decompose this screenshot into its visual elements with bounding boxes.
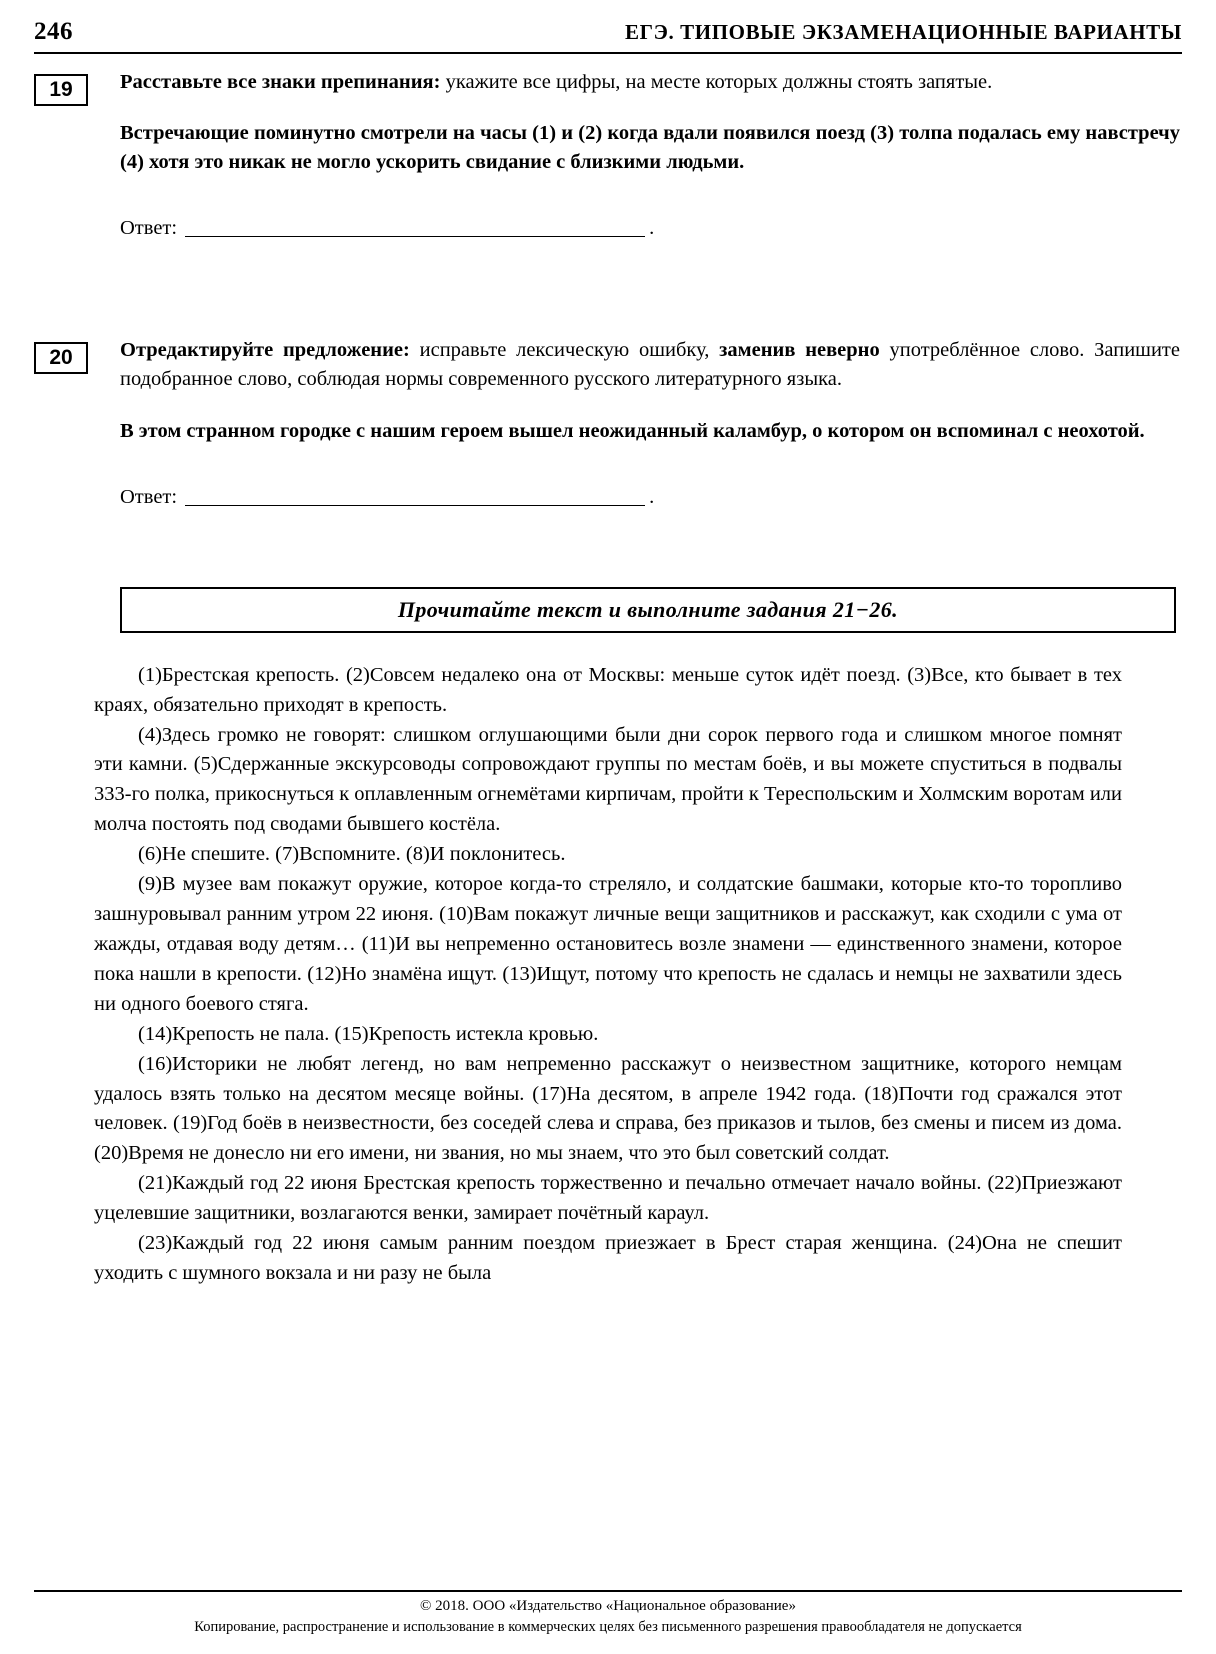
read-instruction-text: Прочитайте текст и выполните задания 21−26. <box>397 596 899 622</box>
task-19-answer-dot: . <box>649 217 655 240</box>
task-20-answer-dot: . <box>649 485 655 508</box>
task-19-answer-label: Ответ: <box>120 217 178 240</box>
passage-paragraph: (1)Брестская крепость. (2)Совсем недалеко она от Москвы: меньше суток идёт поезд. (3)Все, кто бывает в тех краях, обязательно приходят в крепость. <box>94 663 1122 716</box>
header-divider <box>34 52 1182 54</box>
task-20 <box>34 336 1182 508</box>
header-title: ЕГЭ. ТИПОВЫЕ ЭКЗАМЕНАЦИОННЫЕ ВАРИАНТЫ <box>625 20 1182 44</box>
task-19-instruction-rest: укажите все цифры, на месте которых должны стоять запятые. <box>440 71 993 93</box>
passage-paragraph: (23)Каждый год 22 июня самым ранним поездом приезжает в Брест старая женщина. (24)Она не спешит уходить с шумного вокзала и ни разу не была <box>94 1232 1122 1285</box>
task-19 <box>34 68 1182 240</box>
read-instruction-box <box>120 587 1176 633</box>
task-20-instruction-rest: исправьте лексическую ошибку, <box>409 339 720 362</box>
task-19-instruction-bold: Расставьте все знаки препинания: <box>120 71 441 93</box>
page-number: 246 <box>34 18 73 45</box>
task-20-answer-input[interactable] <box>185 488 645 506</box>
task-20-number: 20 <box>34 342 88 374</box>
task-20-instruction-bold: Отредактируйте предложение: <box>120 339 410 362</box>
task-19-number: 19 <box>34 74 88 106</box>
task-19-answer-input[interactable] <box>185 219 645 237</box>
passage-paragraph: (4)Здесь громко не говорят: слишком оглушающими были дни сорок первого года и слишком многое помнят эти камни. (5)Сдержанные экскурсоводы сопровождают группы по местам боёв, и вы можете спуститься в подвалы 333-го полка, прикоснуться к оплавленным огнемётами кирпичам, пройти к Тереспольским и Холмским воротам или молча постоять под сводами бывшего костёла. <box>94 723 1122 836</box>
footer-notice: Копирование, распространение и использование в коммерческих целях без письменного разрешения правообладателя не допускается <box>194 1619 1022 1635</box>
task-20-answer-label: Ответ: <box>120 485 178 508</box>
passage-paragraph: (6)Не спешите. (7)Вспомните. (8)И поклонитесь. <box>138 843 566 866</box>
page-footer <box>34 1598 1182 1636</box>
passage-paragraph: (14)Крепость не пала. (15)Крепость истекла кровью. <box>138 1022 599 1045</box>
page-content <box>34 68 1182 1289</box>
task-20-answer-row <box>120 486 1180 509</box>
task-19-answer-row <box>120 217 1180 240</box>
task-20-body <box>120 336 1180 508</box>
task-19-instruction <box>120 68 1180 97</box>
task-19-body <box>120 68 1180 240</box>
page-header <box>34 18 1182 52</box>
task-19-sentence: Встречающие поминутно смотрели на часы (1) и (2) когда вдали появился поезд (3) толпа подалась ему навстречу (4) хотя это никак не могло ускорить свидание с близкими людьми. <box>120 122 1180 174</box>
task-20-instruction <box>120 336 1180 394</box>
task-20-instruction-rest2: употреблённое слово. Запишите подобранное слово, соблюдая нормы современного русского литературного языка. <box>120 339 1180 391</box>
passage-paragraph: (21)Каждый год 22 июня Брестская крепость торжественно и печально отмечает начало войны. (22)Приезжают уцелевшие защитники, возлагаются венки, замирает почётный караул. <box>94 1172 1122 1225</box>
footer-divider <box>34 1590 1182 1592</box>
footer-copyright: © 2018. ООО «Издательство «Национальное образование» <box>420 1598 796 1614</box>
task-20-instruction-bold2: заменив неверно <box>719 339 880 362</box>
passage-text <box>94 661 1122 1289</box>
task-20-sentence: В этом странном городке с нашим героем вышел неожиданный каламбур, о котором он вспоминал с неохотой. <box>120 419 1145 442</box>
passage-paragraph: (16)Историки не любят легенд, но вам непременно расскажут о неизвестном защитнике, которого немцам удалось взять только на десятом месяце войны. (17)На десятом, в апреле 1942 года. (18)Почти год сражался этот человек. (19)Год боёв в неизвестности, без соседей слева и справа, без приказов и тылов, без смены и писем из дома. (20)Время не донесло ни его имени, ни звания, но мы знаем, что это был советский солдат. <box>94 1052 1122 1165</box>
passage-paragraph: (9)В музее вам покажут оружие, которое когда-то стреляло, и солдатские башмаки, которые кто-то торопливо зашнуровывал ранним утром 22 июня. (10)Вам покажут личные вещи защитников и расскажут, как сходили с ума от жажды, отдавая воду детям… (11)И вы непременно остановитесь возле знамени — единственного знамени, которое пока нашли в крепости. (12)Но знамёна ищут. (13)Ищут, потому что крепость не сдалась и немцы не захватили здесь ни одного боевого стяга. <box>94 873 1122 1015</box>
